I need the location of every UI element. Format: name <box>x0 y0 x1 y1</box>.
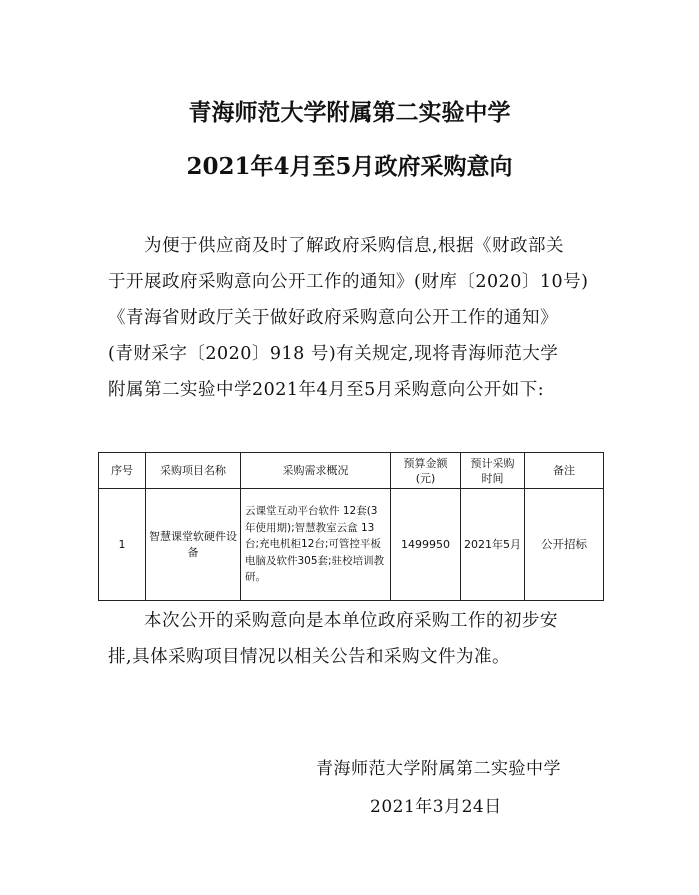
signature-organization: 青海师范大学附属第二实验中学 <box>316 759 561 779</box>
document-title: 青海师范大学附属第二实验中学 <box>188 99 511 126</box>
header-time-line2: 时间 <box>481 471 504 485</box>
document-subtitle: 2021年4月至5月政府采购意向 <box>186 153 513 180</box>
signature-date: 2021年3月24日 <box>370 797 502 817</box>
intro-line: 附属第二实验中学2021年4月至5月采购意向公开如下: <box>108 380 545 400</box>
closing-line: 排,具体采购项目情况以相关公告和采购文件为准。 <box>108 647 511 667</box>
header-remarks: 备注 <box>525 453 604 489</box>
header-project-name: 采购项目名称 <box>146 453 241 489</box>
intro-paragraph <box>108 228 600 408</box>
cell-requirements: 云课堂互动平台软件 12套(3年使用期);智慧教室云盒 13 台;充电机柜12台;可管控平板电脑及软件305套;驻校培训教研。 <box>241 489 391 601</box>
intro-line: 于开展政府采购意向公开工作的通知》(财库〔2020〕10号) <box>108 272 589 292</box>
header-time <box>461 453 525 489</box>
cell-time: 2021年5月 <box>461 489 525 601</box>
cell-index: 1 <box>99 489 146 601</box>
header-time-line1: 预计采购 <box>470 456 515 470</box>
table-header-row <box>99 453 604 489</box>
header-budget-line2: (元) <box>415 471 436 485</box>
cell-remarks: 公开招标 <box>525 489 604 601</box>
intro-line: 为便于供应商及时了解政府采购信息,根据《财政部关 <box>144 236 565 256</box>
cell-budget: 1499950 <box>391 489 461 601</box>
intro-line: 《青海省财政厅关于做好政府采购意向公开工作的通知》 <box>108 308 558 328</box>
cell-project-name: 智慧课堂软硬件设备 <box>146 489 241 601</box>
intro-line: (青财采字〔2020〕918 号)有关规定,现将青海师范大学 <box>108 344 559 364</box>
closing-line: 本次公开的采购意向是本单位政府采购工作的初步安 <box>144 611 558 631</box>
header-budget-line1: 预算金额 <box>403 456 448 470</box>
header-budget <box>391 453 461 489</box>
table-row <box>99 489 604 601</box>
procurement-table <box>98 452 604 601</box>
closing-paragraph <box>108 603 600 675</box>
header-requirements: 采购需求概况 <box>241 453 391 489</box>
header-index: 序号 <box>99 453 146 489</box>
